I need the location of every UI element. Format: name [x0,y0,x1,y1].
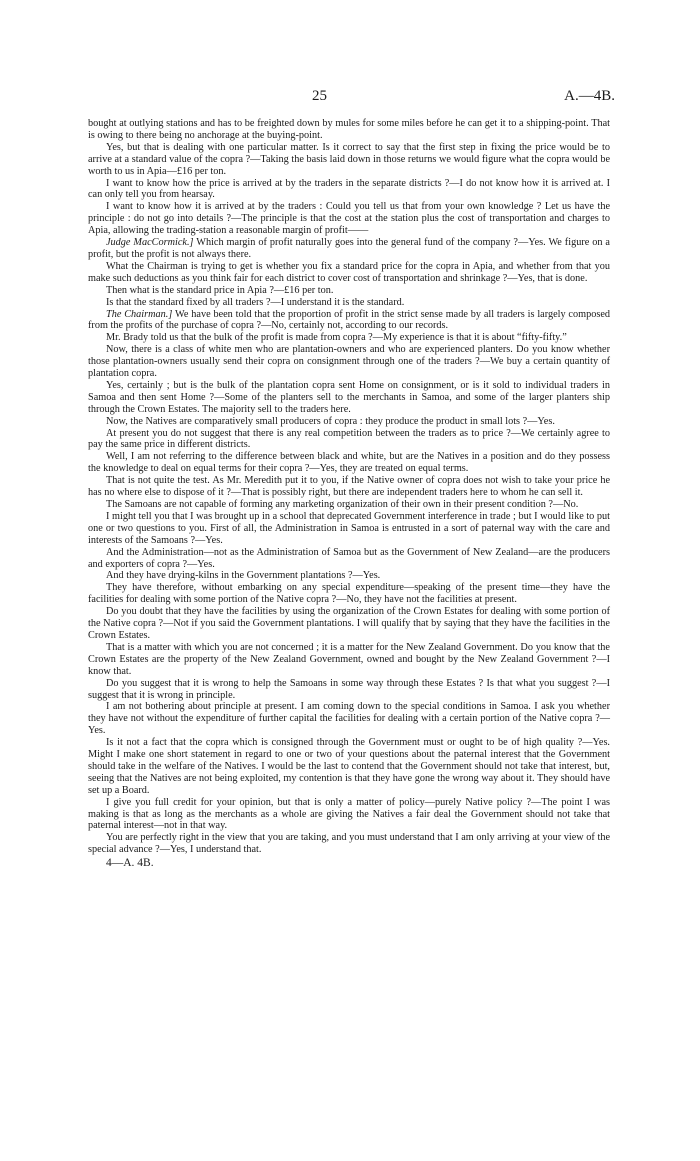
paragraph-text: Well, I am not referring to the difference between black and white, but are the Natives in a position and do they possess the knowledge to deal on equal terms for their copra ?—Yes, they are treated on equal terms. [88,451,610,475]
paragraph [88,428,610,452]
document-body [88,118,610,870]
paragraph [88,416,610,428]
paragraph [88,451,610,475]
paragraph-text: Mr. Brady told us that the bulk of the profit is made from copra ?—My experience is that it is about “fifty-fifty.” [106,332,567,344]
paragraph [88,797,610,833]
paragraph [88,237,610,261]
paragraph [88,261,610,285]
paragraph-text: And they have drying-kilns in the Government plantations ?—Yes. [106,570,381,582]
paragraph [88,297,610,309]
paragraph [88,475,610,499]
page-number: 25 [312,88,327,104]
speaker-label: The Chairman.] [106,308,173,320]
paragraph [88,178,610,202]
paragraph-text: Yes, certainly ; but is the bulk of the plantation copra sent Home on consignment, or is it sold to individual traders in Samoa and then sent Home ?—Some of the planters sell to the merchants in Samoa, and some of the larger planters ship through the Crown Estates. The majority sell to the traders here. [88,379,610,415]
paragraph-text: Is it not a fact that the copra which is consigned through the Government must or ought to be of high quality ?—Yes. Might I make one short statement in regard to one or two of your questions about the paternal interest that the Government should take in the welfare of the Natives. I would be the last to contend that the Government should not take that interest, but, seeing that the Natives are not being exploited, my contention is that they have gone the wrong way about it. They should have set up a Board. [88,737,610,796]
paragraph [88,701,610,737]
paragraph [88,118,610,142]
paragraph-text: I am not bothering about principle at present. I am coming down to the special conditions in Samoa. I ask you whether they have not without the expenditure of further capital the facilities for dealing with a certain portion of the Native copra ?—Yes. [88,701,610,737]
paragraph [88,832,610,856]
signature-mark: 4—A. 4B. [106,857,154,870]
paragraph-text: They have therefore, without embarking on any special expenditure—speaking of the present time—they have the facilities for dealing with some portion of the Native copra ?—No, they have not the facilities at present. [88,582,610,606]
paragraph-text: Then what is the standard price in Apia ?—£16 per ton. [106,284,334,296]
paragraph-text: What the Chairman is trying to get is whether you fix a standard price for the copra in Apia, and whether from that you make such deductions as you think fair for each district to cover cost of transportation and shrinkage ?—Yes, that is done. [88,260,610,284]
paragraph [88,547,610,571]
paragraph [88,201,610,237]
paragraph-text: That is not quite the test. As Mr. Meredith put it to you, if the Native owner of copra does not wish to take your price he has no where else to dispose of it ?—That is possibly right, but there are independent traders here to whom he can sell it. [88,475,610,499]
paragraph [88,642,610,678]
paragraph [88,309,610,333]
paragraph [88,142,610,178]
paragraph-text: That is a matter with which you are not concerned ; it is a matter for the New Zealand Government. Do you know that the Crown Estates are the property of the New Zealand Government, owned and bought by the New Zealand Government ?—I know that. [88,641,610,677]
paragraph [88,511,610,547]
paragraph [88,678,610,702]
paragraph-text: Now, the Natives are comparatively small producers of copra : they produce the product in small lots ?—Yes. [106,415,555,427]
paragraph [88,737,610,797]
paragraph [88,344,610,380]
paragraph-text: At present you do not suggest that there is any real competition between the traders as to price ?—We certainly agree to pay the same price in different districts. [88,427,610,451]
paragraph [88,285,610,297]
paragraph-text: Do you suggest that it is wrong to help the Samoans in some way through these Estates ? Is that what you suggest ?—I suggest that it is wrong in principle. [88,677,610,701]
paragraph-text: Now, there is a class of white men who are plantation-owners and who are experienced planters. Do you know whether those plantation-owners usually send their copra on consignment through one of the traders ?—We buy a certain quantity of plantation copra. [88,344,610,380]
paragraph-text: You are perfectly right in the view that you are taking, and you must understand that I am only arriving at your view of the special advance ?—Yes, I understand that. [88,832,610,856]
paragraph-text: Do you doubt that they have the facilities by using the organization of the Crown Estates for dealing with some portion of the Native copra ?—Not if you said the Government plantations. I will qualify that by saying that they have the facilities in the Crown Estates. [88,606,610,641]
paragraph [88,570,610,582]
paragraph-text: I want to know how the price is arrived at by the traders in the separate districts ?—I do not know how it is arrived at. I can only tell you from hearsay. [88,177,610,201]
paragraph [88,582,610,606]
paragraph-text: Is that the standard fixed by all traders ?—I understand it is the standard. [106,296,405,308]
page-header [0,88,700,108]
paragraph-text: The Samoans are not capable of forming any marketing organization of their own in their present condition ?—No. [106,499,579,510]
paragraph [88,380,610,416]
paragraph-text: And the Administration—not as the Administration of Samoa but as the Government of New Zealand—are the producers and exporters of copra ?—Yes. [88,546,610,570]
paragraph-text: I might tell you that I was brought up in a school that deprecated Government interference in trade ; but I would like to put one or two questions to you. First of all, the Administration in Samoa is entrusted in a sort of paternal way with the care and interests of the Samoans ?—Yes. [88,510,610,546]
paragraph-text: bought at outlying stations and has to be freighted down by mules for some miles before he can get it to a shipping-point. That is owing to there being no anchorage at the buying-point. [88,118,610,141]
speaker-label: Judge MacCormick.] [106,237,194,249]
paragraph-text: I want to know how it is arrived at by the traders : Could you tell us that from your own knowledge ? Let us have the principle : do not go into details ?—The principle is that the cost at the station plus the cost of transportation and charges to Apia, allowing the trading-station a reasonable margin of profit—— [88,201,610,237]
paragraph [88,606,610,642]
document-reference: A.—4B. [564,88,615,104]
paragraph-text: Which margin of profit naturally goes into the general fund of the company ?—Yes. We figure on a profit, but the profit is not always there. [88,237,610,260]
paragraph [88,499,610,511]
paragraph-text: Yes, but that is dealing with one particular matter. Is it correct to say that the first step in fixing the price would be to arrive at a standard value of the copra ?—Taking the basis laid down in those returns we would figure what the copra would be worth to us in Apia—£16 per ton. [88,141,610,177]
paragraph-text: I give you full credit for your opinion, but that is only a matter of policy—purely Native policy ?—The point I was making is that as long as the merchants as a whole are giving the Natives a fair deal the Government should not take that paternal interest—not in that way. [88,796,610,832]
paragraph-text: We have been told that the proportion of profit in the strict sense made by all traders is largely composed from the profits of the purchase of copra ?—No, certainly not, according to our records. [88,308,610,332]
paragraph [88,332,610,344]
